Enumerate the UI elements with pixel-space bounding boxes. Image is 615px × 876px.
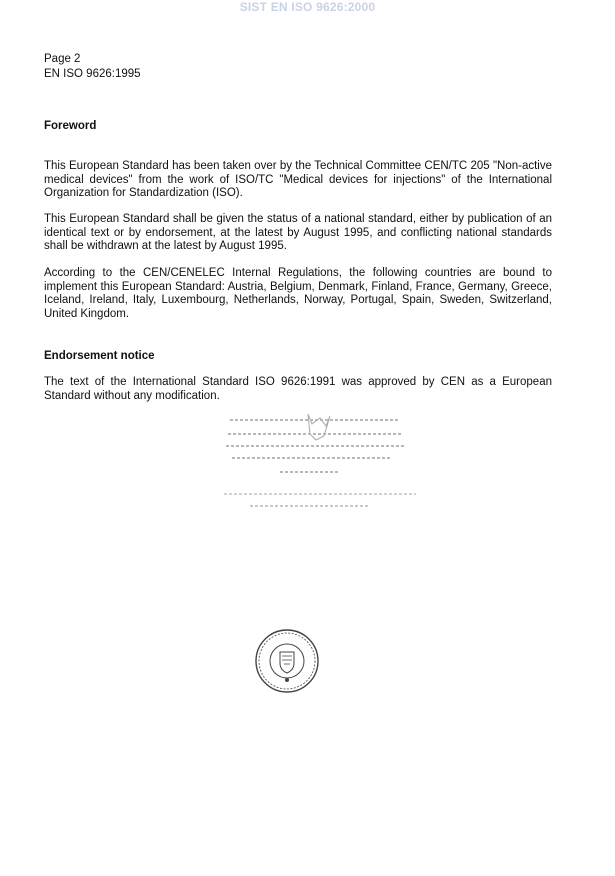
official-seal bbox=[254, 628, 320, 694]
foreword-paragraph-3: According to the CEN/CENELEC Internal Regulations, the following countries are bound to implement this European Standard: Austria, Belgium, Denmark, Finland, France, Germany, Greece, Iceland, Ireland, Italy, Luxembourg, Netherlands, Norway, Portugal, Spain, Sweden, Switzerland, United Kingdom. bbox=[44, 267, 552, 320]
endorsement-heading: Endorsement notice bbox=[44, 350, 155, 362]
faint-stamp-mark bbox=[220, 410, 420, 530]
foreword-paragraph-2: This European Standard shall be given the status of a national standard, either by publication of an identical text or by endorsement, at the latest by August 1995, and conflicting national standards shall be withdrawn at the latest by August 1995. bbox=[44, 213, 552, 253]
foreword-paragraph-1: This European Standard has been taken over by the Technical Committee CEN/TC 205 "Non-active medical devices" from the work of ISO/TC "Medical devices for injections" of the International Organization for Standardization (ISO). bbox=[44, 160, 552, 200]
page-header bbox=[44, 52, 141, 82]
standard-id: EN ISO 9626:1995 bbox=[44, 68, 141, 80]
foreword-heading: Foreword bbox=[44, 120, 97, 132]
watermark: SIST EN ISO 9626:2000 bbox=[239, 0, 376, 14]
endorsement-text: The text of the International Standard ISO 9626:1991 was approved by CEN as a European Standard without any modification. bbox=[44, 376, 552, 402]
page-number: Page 2 bbox=[44, 53, 81, 65]
